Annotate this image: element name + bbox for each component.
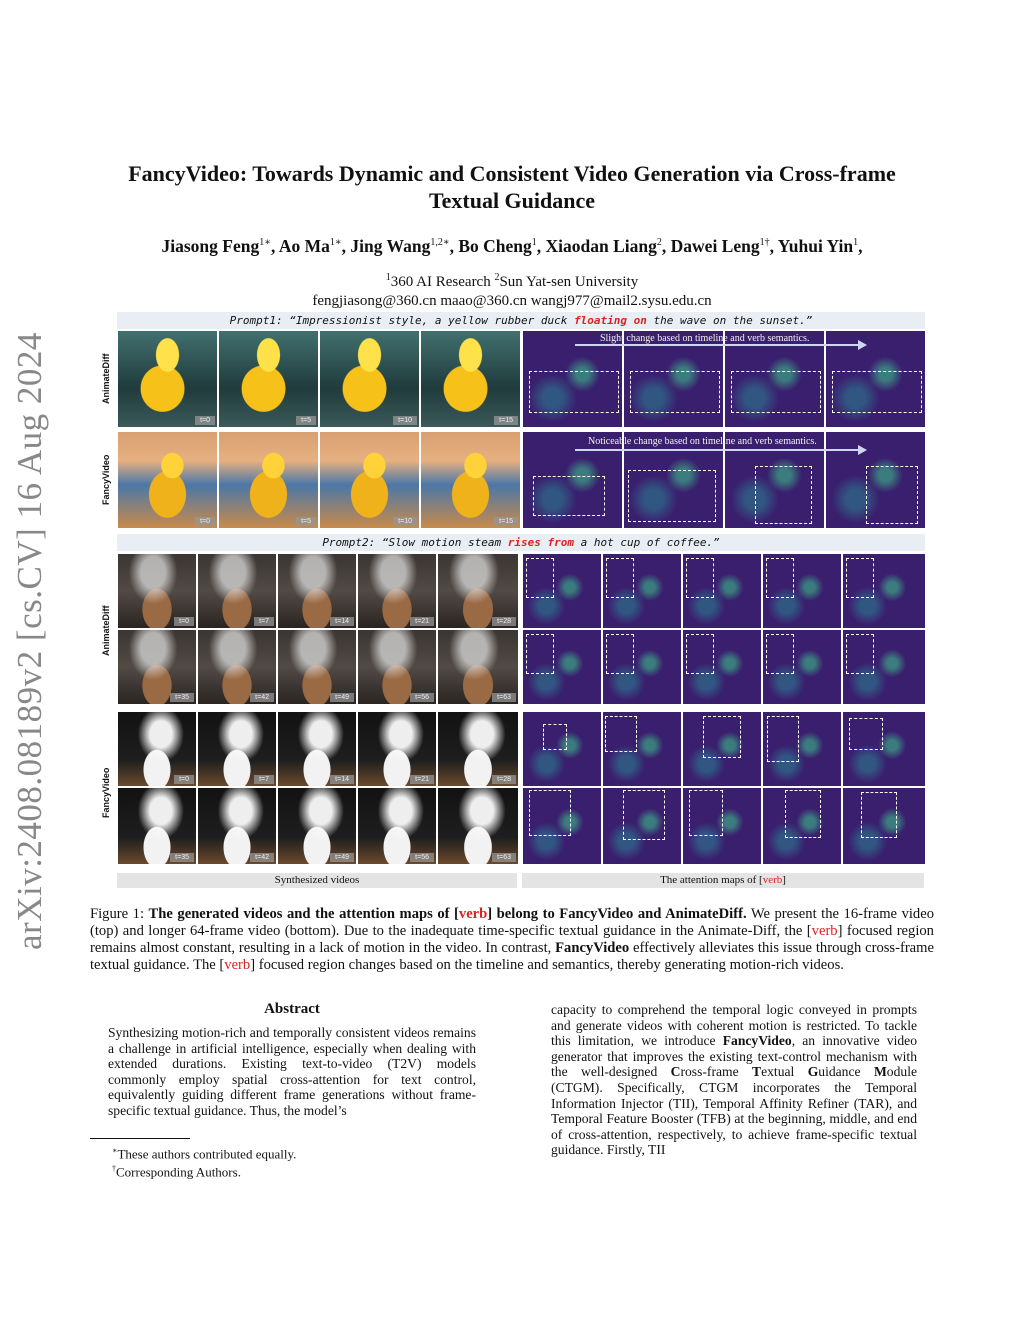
attention-map — [825, 431, 926, 529]
prompt-text: the wave on the sunset.” — [646, 314, 813, 327]
video-frame — [277, 711, 357, 787]
abstract-left-column: Synthesizing motion-rich and temporally consistent videos remains a challenge in artificial intelligence, especially when dealing with extended durations. Existing text-to-video (T2V) models commonly employ spatial cross-attention for text control, equivalently guiding different frame generations without frame-specific textual guidance. Thus, the model’s — [108, 1025, 476, 1118]
attention-map — [762, 553, 842, 629]
video-frame — [437, 711, 519, 787]
frame-tag: t=0 — [195, 416, 215, 425]
author-sup: 1∗ — [259, 237, 272, 249]
frame-tag: t=42 — [250, 853, 274, 862]
prompt-text: a hot cup of coffee.” — [573, 536, 720, 549]
video-frame — [420, 330, 521, 428]
abstract-bold: T — [752, 1064, 762, 1080]
attention-box — [606, 634, 634, 674]
banner-text: Slight change based on timeline and verb semantics. — [600, 333, 810, 344]
attention-map — [522, 787, 602, 865]
banner-text: Noticeable change based on timeline and verb semantics. — [588, 436, 817, 447]
caption-synthesized-videos: Synthesized videos — [117, 873, 517, 888]
attention-box — [766, 634, 794, 674]
attention-map — [842, 711, 926, 787]
video-frame — [117, 787, 197, 865]
frame-tag: t=28 — [492, 617, 516, 626]
video-frame — [437, 629, 519, 705]
video-frame — [277, 553, 357, 629]
frame-tag: t=42 — [250, 693, 274, 702]
attention-box — [526, 558, 554, 598]
caption-bold: ] belong to FancyVideo and AnimateDiff. — [487, 906, 747, 922]
attention-box — [766, 558, 794, 598]
video-frame — [437, 553, 519, 629]
attention-box — [861, 792, 897, 838]
video-frame — [357, 787, 437, 865]
attention-map — [602, 629, 682, 705]
abstract-right-column — [551, 1002, 917, 1158]
frame-tag: t=49 — [330, 693, 354, 702]
attention-map — [682, 787, 762, 865]
frame-tag: t=0 — [174, 617, 194, 626]
attention-box — [767, 716, 799, 762]
row-label: AnimateDiff — [101, 353, 111, 404]
caption-bold: The generated videos and the attention maps of [ — [148, 906, 459, 922]
emails: fengjiasong@360.cn maao@360.cn wangj977@mail2.sysu.edu.cn — [312, 293, 712, 309]
attention-box — [529, 790, 571, 836]
affiliation-1: 360 AI Research — [390, 274, 495, 290]
frame-tag: t=35 — [170, 853, 194, 862]
paper-title — [60, 160, 964, 214]
attention-map — [522, 711, 602, 787]
attention-box — [533, 476, 605, 516]
video-frame — [197, 553, 277, 629]
author-sup: 1 — [853, 237, 859, 249]
affil-sup: 2 — [494, 272, 500, 283]
video-frame — [420, 431, 521, 529]
video-frame — [357, 553, 437, 629]
caption-verb: verb — [224, 957, 251, 973]
attention-box — [623, 790, 665, 840]
abstract-text: , an innovative video generator that improves the existing text-control mechanism with the well-designed — [551, 1033, 917, 1080]
attention-box — [689, 790, 723, 836]
video-frame — [117, 629, 197, 705]
frame-tag: t=7 — [254, 617, 274, 626]
video-frame — [437, 787, 519, 865]
footnote-text: Corresponding Authors. — [116, 1164, 241, 1180]
footnote-2 — [112, 1161, 241, 1180]
attention-map — [762, 711, 842, 787]
attention-box — [606, 558, 634, 598]
prompt-1 — [117, 312, 925, 329]
prompt-verb: rises from — [507, 536, 574, 549]
attention-map — [602, 787, 682, 865]
frame-tag: t=63 — [492, 693, 516, 702]
arrow-line — [575, 449, 860, 451]
caption-text: ] focused region changes based on the timeline and semantics, thereby generating motion-rich videos. — [250, 957, 844, 973]
caption-label: Figure 1: — [90, 906, 149, 922]
author: Jing Wang — [350, 236, 431, 256]
abstract-text: ross-frame — [680, 1064, 753, 1080]
video-frame — [319, 330, 420, 428]
attention-box — [686, 558, 714, 598]
attention-map — [682, 711, 762, 787]
attention-map — [842, 787, 926, 865]
video-frame — [319, 431, 420, 529]
author-sup: 1 — [531, 237, 537, 249]
frame-tag: t=63 — [492, 853, 516, 862]
video-frame — [117, 553, 197, 629]
abstract-text: extual — [761, 1064, 808, 1080]
arrow-head-icon — [858, 445, 867, 455]
attention-box — [703, 716, 741, 758]
abstract-bold: G — [807, 1064, 819, 1080]
attention-map — [762, 787, 842, 865]
footnote-symbol: ∗ — [112, 1146, 118, 1155]
author: Xiaodan Liang — [545, 236, 657, 256]
attention-box — [526, 634, 554, 674]
caption-verb: verb — [811, 923, 838, 939]
affil-sup: 1 — [385, 272, 391, 283]
attention-box — [605, 716, 637, 752]
title-line-1: FancyVideo: Towards Dynamic and Consistent Video Generation via Cross-frame — [128, 161, 896, 186]
frame-tag: t=56 — [410, 693, 434, 702]
row-label: FancyVideo — [101, 767, 111, 818]
attention-box — [686, 634, 714, 674]
attention-box — [628, 470, 716, 522]
video-frame — [117, 330, 218, 428]
video-frame — [197, 787, 277, 865]
frame-tag: t=56 — [410, 853, 434, 862]
attention-box — [630, 371, 720, 413]
video-frame — [197, 711, 277, 787]
arxiv-identifier: arXiv:2408.08189v2 [cs.CV] 16 Aug 2024 — [10, 332, 49, 950]
caption-text: We present the 16-frame video (top) and longer 64-frame video (bottom). Due to the inadequate time-specific textual guidance in the Animate-Diff, the [ — [90, 906, 934, 939]
affiliation-line — [60, 268, 964, 292]
frame-tag: t=35 — [170, 693, 194, 702]
attention-box — [832, 371, 922, 413]
attention-box — [731, 371, 821, 413]
title-line-2: Textual Guidance — [428, 188, 596, 213]
footnote-symbol: † — [112, 1164, 116, 1173]
attention-map — [842, 553, 926, 629]
attention-map — [682, 629, 762, 705]
attention-box — [866, 466, 918, 524]
frame-tag: t=15 — [494, 416, 518, 425]
author: Ao Ma — [278, 236, 330, 256]
frame-tag: t=14 — [330, 617, 354, 626]
attention-map — [602, 711, 682, 787]
author-sup: 1† — [759, 237, 770, 249]
prompt-text: Prompt1: “Impressionist style, a yellow rubber duck — [229, 314, 574, 327]
footnote-rule — [90, 1138, 190, 1139]
attention-map — [522, 553, 602, 629]
caption-verb: verb — [762, 874, 783, 886]
row-label: FancyVideo — [101, 454, 111, 505]
frame-tag: t=14 — [330, 775, 354, 784]
abstract-text: odule (CTGM). Specifically, CTGM incorporates the Temporal Information Injector (TII), Temporal Affinity Refiner (TAR), and Temporal Feature Booster (TFB) at the beginning, middle, and end of cross-attention, respectively, to achieve frame-specific textual guidance. Firstly, TII — [551, 1064, 917, 1158]
attention-box — [785, 790, 821, 838]
footnote-text: These authors contributed equally. — [117, 1146, 297, 1162]
prompt-2 — [117, 534, 925, 551]
affiliation-2: Sun Yat-sen University — [499, 274, 639, 290]
caption-text: The attention maps of [ — [660, 874, 763, 886]
attention-box — [849, 718, 883, 750]
video-frame — [357, 711, 437, 787]
attention-map — [842, 629, 926, 705]
frame-tag: t=21 — [410, 617, 434, 626]
attention-box — [543, 724, 567, 750]
video-frame — [277, 629, 357, 705]
attention-map — [682, 553, 762, 629]
author: Bo Cheng — [458, 236, 532, 256]
attention-map — [762, 629, 842, 705]
attention-box — [755, 466, 812, 524]
author: Jiasong Feng — [161, 236, 260, 256]
video-frame — [218, 431, 319, 529]
frame-tag: t=7 — [254, 775, 274, 784]
caption-bold: FancyVideo — [555, 940, 630, 956]
author: Dawei Leng — [670, 236, 760, 256]
arrow-head-icon — [858, 340, 867, 350]
video-frame — [277, 787, 357, 865]
row-label: AnimateDiff — [101, 605, 111, 656]
video-frame — [357, 629, 437, 705]
author-list: Jiasong Feng$^{1∗}$, Ao $Ma^{1∗}$, Jing Wang$^{1,2∗}$, Bo Cheng$^1$, Xiaodan Liang$^2$, Dawei Leng$^{1\dagger}$, Yuhui Yin$^1$, — [161, 236, 863, 256]
attention-map — [602, 553, 682, 629]
author-sup: 1,2∗ — [430, 237, 450, 249]
caption-verb: verb — [458, 906, 488, 922]
caption-attention-maps — [522, 873, 924, 888]
prompt-verb: floating on — [573, 314, 647, 327]
frame-tag: t=10 — [393, 416, 417, 425]
caption-text: effectively alleviates this issue through cross-frame textual guidance. The [ — [90, 940, 934, 973]
frame-tag: t=49 — [330, 853, 354, 862]
abstract-bold: M — [873, 1064, 887, 1080]
frame-tag: t=0 — [195, 517, 215, 526]
frame-tag: t=5 — [296, 416, 316, 425]
abstract-bold: FancyVideo — [722, 1033, 792, 1049]
attention-box — [846, 634, 874, 674]
author-sup: 2 — [656, 237, 662, 249]
frame-tag: t=28 — [492, 775, 516, 784]
attention-box — [529, 371, 619, 413]
video-frame — [218, 330, 319, 428]
attention-map — [522, 629, 602, 705]
frame-tag: t=10 — [393, 517, 417, 526]
abstract-text: uidance — [818, 1064, 874, 1080]
prompt-text: Prompt2: “Slow motion steam — [322, 536, 508, 549]
figure-caption — [90, 906, 934, 974]
video-frame — [117, 431, 218, 529]
video-frame — [117, 711, 197, 787]
author: Yuhui Yin — [777, 236, 854, 256]
frame-tag: t=0 — [174, 775, 194, 784]
frame-tag: t=15 — [494, 517, 518, 526]
abstract-heading: Abstract — [264, 1001, 320, 1017]
footnote-1 — [112, 1143, 296, 1162]
frame-tag: t=5 — [296, 517, 316, 526]
affiliations — [60, 268, 964, 311]
video-frame — [197, 629, 277, 705]
abstract-text: capacity to comprehend the temporal logic conveyed in prompts and generate videos with coherent motion is restricted. To tackle this limitation, we introduce — [551, 1002, 917, 1049]
caption-text: ] — [782, 874, 786, 886]
abstract-bold: C — [670, 1064, 681, 1080]
frame-tag: t=21 — [410, 775, 434, 784]
author-sup: 1∗ — [329, 237, 342, 249]
attention-box — [846, 558, 874, 598]
caption-text: ] focused region remains almost constant, resulting in a lack of motion in the video. In contrast, — [90, 923, 934, 956]
